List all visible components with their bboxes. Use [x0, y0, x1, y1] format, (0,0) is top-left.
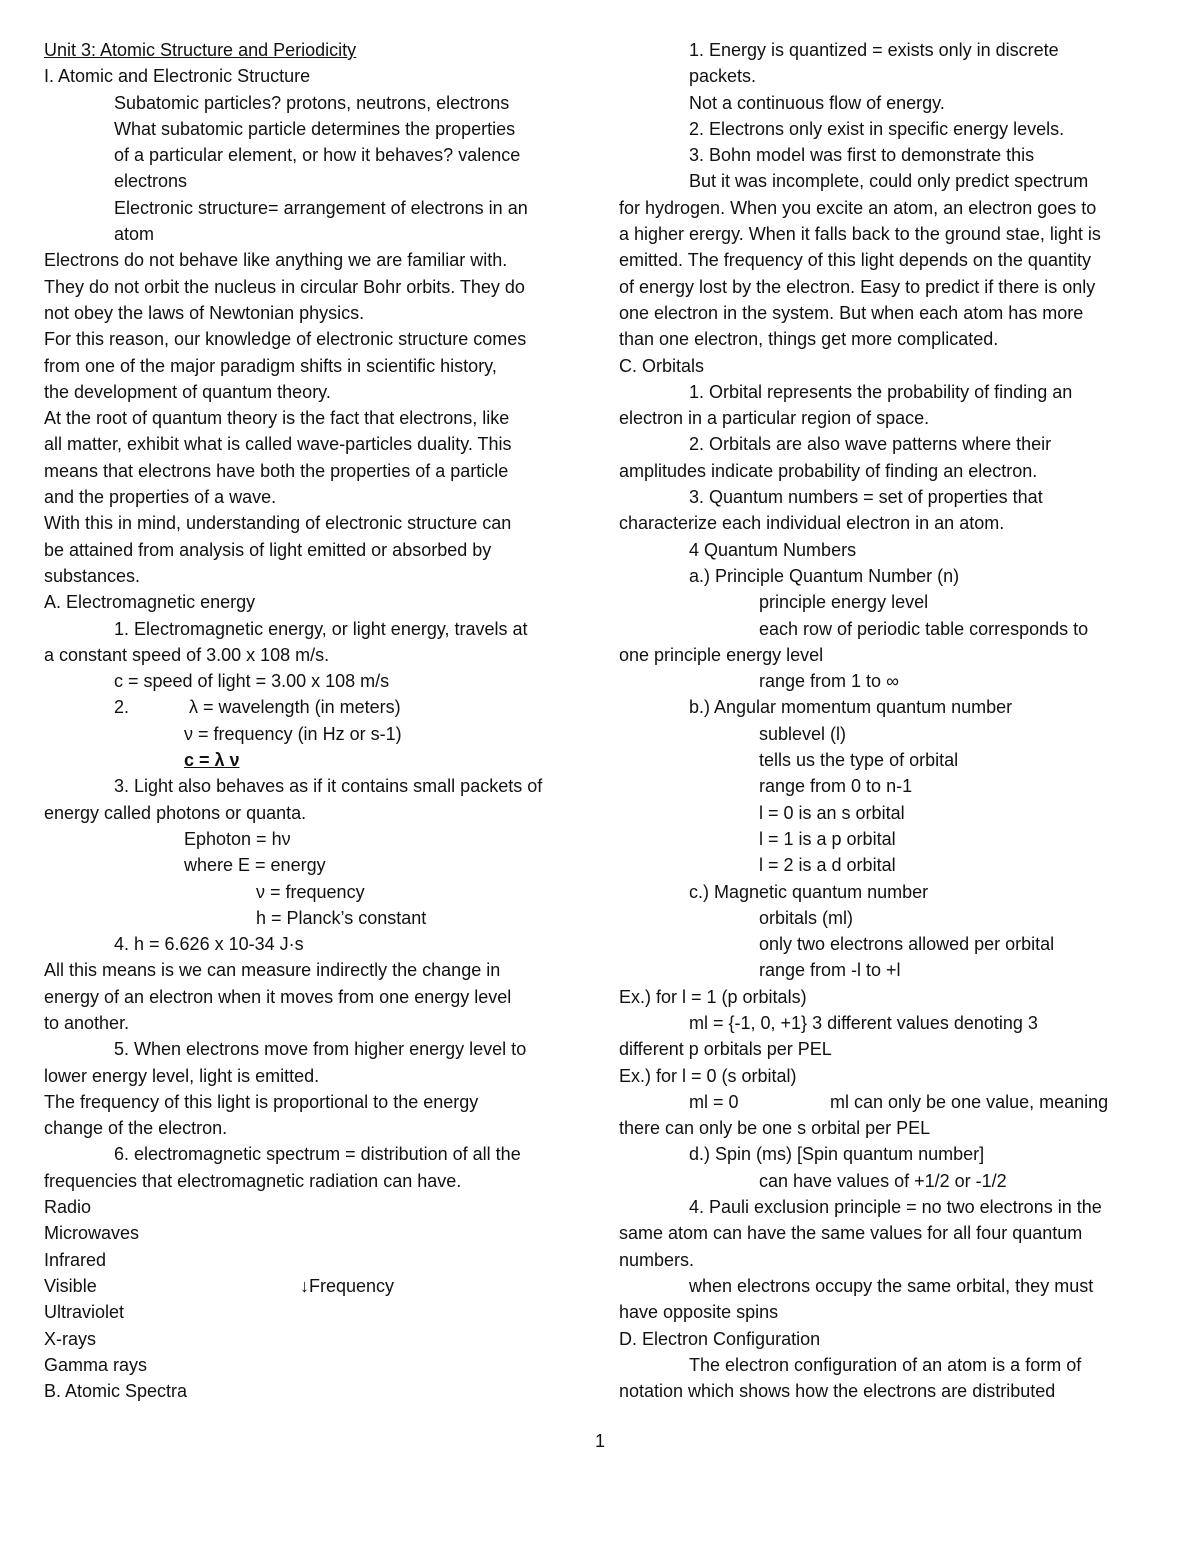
spectrum-item: Radio	[44, 1197, 92, 1218]
text-line: substances.	[44, 565, 141, 586]
text-line: ν = frequency	[256, 881, 365, 902]
text-line: 4 Quantum Numbers	[689, 539, 857, 560]
text-line: c = speed of light = 3.00 x 108 m/s	[114, 671, 390, 692]
text-line: l = 1 is a p orbital	[759, 828, 896, 849]
text-line: there can only be one s orbital per PEL	[619, 1118, 931, 1139]
spectrum-item: X-rays	[44, 1328, 97, 1349]
text-line: 2. Electrons only exist in specific energy levels.	[689, 118, 1065, 139]
text-line: lower energy level, light is emitted.	[44, 1065, 320, 1086]
text-line: 3. Bohn model was first to demonstrate this	[689, 145, 1035, 166]
text-line: 3. Light also behaves as if it contains small packets of	[114, 776, 543, 797]
text-line: Electronic structure= arrangement of electrons in an	[114, 197, 528, 218]
text-line: where E = energy	[184, 855, 326, 876]
text-line: Subatomic particles? protons, neutrons, electrons	[114, 92, 510, 113]
text-line: With this in mind, understanding of electronic structure can	[44, 513, 512, 534]
frequency-arrow: ↓Frequency	[300, 1275, 395, 1296]
text-line: a higher erergy. When it falls back to the ground stae, light is	[619, 224, 1101, 245]
right-column	[619, 37, 1164, 1404]
page-number: 1	[594, 1431, 605, 1451]
text-line: not obey the laws of Newtonian physics.	[44, 302, 365, 323]
text-line: For this reason, our knowledge of electronic structure comes	[44, 329, 527, 350]
text-line: c.) Magnetic quantum number	[689, 881, 929, 902]
text-line: What subatomic particle determines the properties	[114, 118, 516, 139]
text-line: a.) Principle Quantum Number (n)	[689, 565, 960, 586]
section-heading: C. Orbitals	[619, 355, 705, 376]
text-line: characterize each individual electron in an atom.	[619, 513, 1005, 534]
text-line: only two electrons allowed per orbital	[759, 934, 1055, 955]
section-heading: D. Electron Configuration	[619, 1328, 821, 1349]
text-line: a constant speed of 3.00 x 108 m/s.	[44, 644, 330, 665]
text-line: ν = frequency (in Hz or s-1)	[184, 723, 402, 744]
text-line: energy called photons or quanta.	[44, 802, 307, 823]
text-line: atom	[114, 224, 155, 245]
text-line: emitted. The frequency of this light depends on the quantity	[619, 250, 1091, 271]
text-line: Not a continuous flow of energy.	[689, 92, 945, 113]
text-line: All this means is we can measure indirectly the change in	[44, 960, 501, 981]
text-line: notation which shows how the electrons are distributed	[619, 1381, 1056, 1402]
text-line: orbitals (ml)	[759, 907, 854, 928]
text-fragment: ml = 0	[689, 1091, 739, 1112]
text-line: b.) Angular momentum quantum number	[689, 697, 1013, 718]
text-line: of energy lost by the electron. Easy to predict if there is only	[619, 276, 1096, 297]
text-line: all matter, exhibit what is called wave-particles duality. This	[44, 434, 512, 455]
text-line: l = 0 is an s orbital	[759, 802, 905, 823]
text-line: be attained from analysis of light emitted or absorbed by	[44, 539, 492, 560]
section-heading: I. Atomic and Electronic Structure	[44, 66, 311, 87]
text-line: principle energy level	[759, 592, 929, 613]
section-heading: B. Atomic Spectra	[44, 1381, 188, 1402]
text-line: d.) Spin (ms) [Spin quantum number]	[689, 1144, 985, 1165]
text-line: l = 2 is a d orbital	[759, 855, 896, 876]
text-line: each row of periodic table corresponds to	[759, 618, 1089, 639]
text-line: electrons	[114, 171, 188, 192]
text-line: from one of the major paradigm shifts in scientific history,	[44, 355, 497, 376]
text-line: 4. Pauli exclusion principle = no two electrons in the	[689, 1197, 1102, 1218]
text-line: amplitudes indicate probability of finding an electron.	[619, 460, 1038, 481]
text-line: change of the electron.	[44, 1118, 228, 1139]
item-2-line	[44, 694, 584, 720]
text-line: At the root of quantum theory is the fact that electrons, like	[44, 408, 510, 429]
text-line: The electron configuration of an atom is a form of	[689, 1354, 1082, 1375]
text-line: 6. electromagnetic spectrum = distribution of all the	[114, 1144, 521, 1165]
text-line: 2. Orbitals are also wave patterns where their	[689, 434, 1052, 455]
text-line: They do not orbit the nucleus in circular Bohr orbits. They do	[44, 276, 525, 297]
section-heading: A. Electromagnetic energy	[44, 592, 256, 613]
text-line: one principle energy level	[619, 644, 824, 665]
text-line: 1. Electromagnetic energy, or light energy, travels at	[114, 618, 528, 639]
text-fragment: ml can only be one value, meaning	[830, 1091, 1109, 1112]
text-line: But it was incomplete, could only predict spectrum	[689, 171, 1089, 192]
text-line: range from 0 to n-1	[759, 776, 913, 797]
text-line: 3. Quantum numbers = set of properties that	[689, 487, 1043, 508]
text-line: have opposite spins	[619, 1302, 779, 1323]
text-line: sublevel (l)	[759, 723, 847, 744]
text-line: 1. Energy is quantized = exists only in discrete	[689, 40, 1059, 60]
text-line: different p orbitals per PEL	[619, 1039, 832, 1060]
text-line: tells us the type of orbital	[759, 750, 959, 771]
text-line: 5. When electrons move from higher energy level to	[114, 1039, 527, 1060]
item-number: 2.	[114, 697, 130, 718]
text-line: ml = {-1, 0, +1} 3 different values denoting 3	[689, 1012, 1038, 1033]
text-line: Ex.) for l = 1 (p orbitals)	[619, 986, 807, 1007]
text-line: Electrons do not behave like anything we are familiar with.	[44, 250, 508, 271]
spectrum-item: Ultraviolet	[44, 1302, 125, 1323]
text-line: range from 1 to ∞	[759, 671, 899, 692]
text-line: when electrons occupy the same orbital, they must	[689, 1275, 1094, 1296]
spectrum-item: Gamma rays	[44, 1354, 148, 1375]
text-line: and the properties of a wave.	[44, 487, 277, 508]
spectrum-item: Infrared	[44, 1249, 107, 1270]
text-line: 4. h = 6.626 x 10-34 J·s	[114, 934, 304, 955]
text-line: the development of quantum theory.	[44, 381, 331, 402]
text-line: means that electrons have both the properties of a particle	[44, 460, 509, 481]
left-column	[44, 37, 584, 1404]
text-line: one electron in the system. But when each atom has more	[619, 302, 1084, 323]
text-line: than one electron, things get more complicated.	[619, 329, 999, 350]
text-line: h = Planck’s constant	[256, 907, 427, 928]
spectrum-visible-line	[44, 1273, 584, 1299]
text-line: packets.	[689, 66, 757, 87]
text-line: electron in a particular region of space.	[619, 408, 930, 429]
text-line: Ephoton = hν	[184, 828, 291, 849]
ex2-ml-line	[619, 1089, 1164, 1115]
text-line: same atom can have the same values for all four quantum	[619, 1223, 1083, 1244]
text-line: The frequency of this light is proportional to the energy	[44, 1091, 479, 1112]
text-line: range from -l to +l	[759, 960, 901, 981]
spectrum-item: Visible	[44, 1275, 97, 1296]
text-line: of a particular element, or how it behaves? valence	[114, 145, 521, 166]
text-line: energy of an electron when it moves from one energy level	[44, 986, 512, 1007]
text-line: for hydrogen. When you excite an atom, an electron goes to	[619, 197, 1097, 218]
equation: c = λ ν	[184, 750, 240, 771]
text-line: numbers.	[619, 1249, 695, 1270]
text-line: can have values of +1/2 or -1/2	[759, 1170, 1007, 1191]
lambda-definition: λ = wavelength (in meters)	[189, 697, 401, 718]
text-line: Ex.) for l = 0 (s orbital)	[619, 1065, 797, 1086]
text-line: 1. Orbital represents the probability of finding an	[689, 381, 1073, 402]
text-line: to another.	[44, 1012, 130, 1033]
spectrum-item: Microwaves	[44, 1223, 140, 1244]
document-title: Unit 3: Atomic Structure and Periodicity	[44, 40, 357, 60]
text-line: frequencies that electromagnetic radiation can have.	[44, 1170, 462, 1191]
